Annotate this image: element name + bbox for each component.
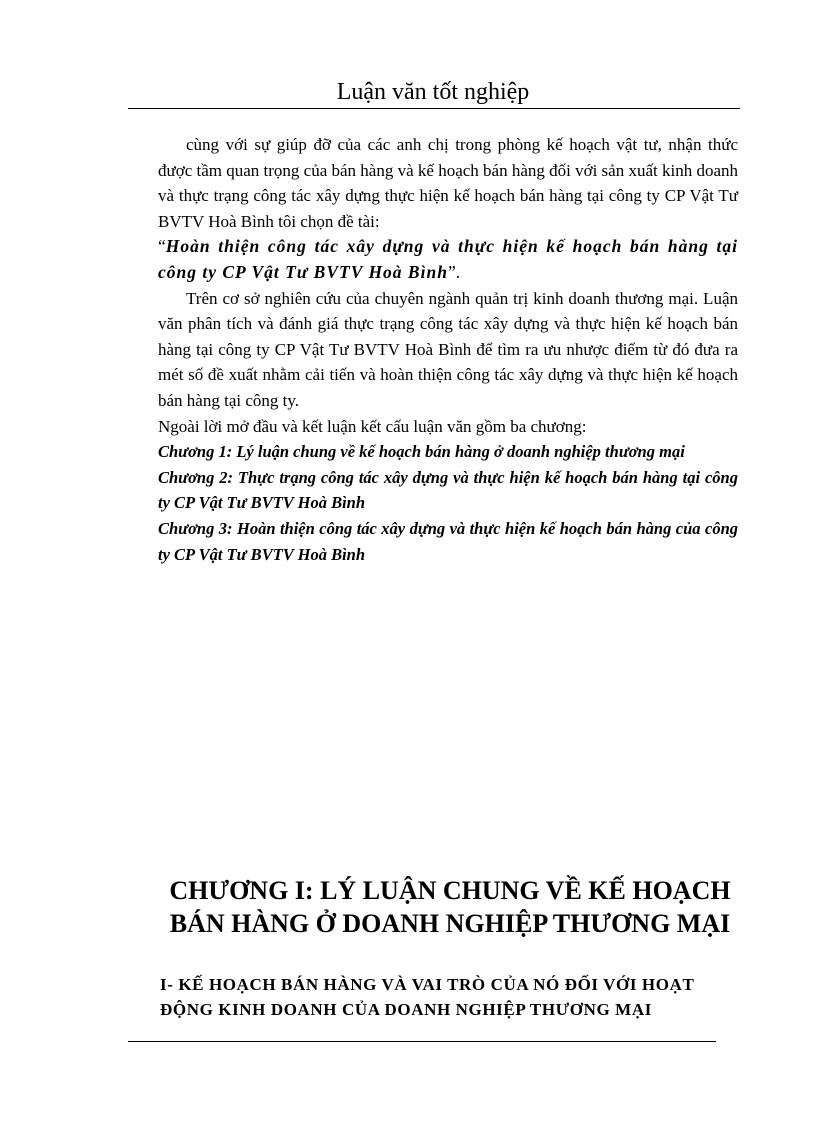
research-paragraph: Trên cơ sở nghiên cứu của chuyên ngành quản trị kinh doanh thương mại. Luận văn phân tích và đánh giá thực trạng công tác xây dựng và thực hiện kế hoạch bán hàng tại công ty CP Vật Tư BVTV Hoà Bình để tìm ra ưu nhược điểm từ đó đưa ra mét số đề xuất nhằm cải tiến và hoàn thiện công tác xây dựng và thực hiện kế hoạch bán hàng tại công ty.: [158, 288, 738, 410]
structure-paragraph: Ngoài lời mở đầu và kết luận kết cấu luận văn gồm ba chương:: [158, 416, 587, 436]
topic-title: Hoàn thiện công tác xây dựng và thực hiện kế hoạch bán hàng tại công ty CP Vật Tư BVTV Hoà Bình: [158, 236, 738, 282]
footer-divider: [128, 1041, 716, 1042]
chapter-item: Chương 2: Thực trạng công tác xây dựng và thực hiện kế hoạch bán hàng tại công ty CP Vật Tư BVTV Hoà Bình: [158, 467, 738, 513]
thesis-topic: [158, 234, 738, 285]
topic-open-quote: “: [158, 236, 166, 257]
page-header-title: Luận văn tốt nghiệp: [336, 79, 530, 105]
intro-paragraph: cùng với sự giúp đỡ của các anh chị trong phòng kế hoạch vật tư, nhận thức được tầm quan trọng của bán hàng và kế hoạch bán hàng đối với sản xuất kinh doanh và thực trạng công tác xây dựng thực hiện kế hoạch bán hàng tại công ty CP Vật Tư BVTV Hoà Bình tôi chọn đề tài:: [158, 135, 739, 231]
chapter-list: [158, 439, 738, 567]
chapter-heading: CHƯƠNG I: LÝ LUẬN CHUNG VỀ KẾ HOẠCH BÁN HÀNG Ở DOANH NGHIỆP THƯƠNG MẠI: [169, 876, 731, 938]
page-body: [158, 132, 738, 567]
header-divider: [128, 108, 740, 109]
section-heading: I- KẾ HOẠCH BÁN HÀNG VÀ VAI TRÒ CỦA NÓ ĐỐI VỚI HOẠT ĐỘNG KINH DOANH CỦA DOANH NGHIỆP THƯƠNG MẠI: [160, 975, 695, 1019]
topic-close-quote: ”.: [447, 261, 461, 282]
chapter-item: Chương 1: Lý luận chung về kế hoạch bán hàng ở doanh nghiệp thương mại: [158, 442, 685, 462]
chapter-item: Chương 3: Hoàn thiện công tác xây dựng và thực hiện kế hoạch bán hàng của công ty CP Vật Tư BVTV Hoà Bình: [158, 518, 738, 564]
